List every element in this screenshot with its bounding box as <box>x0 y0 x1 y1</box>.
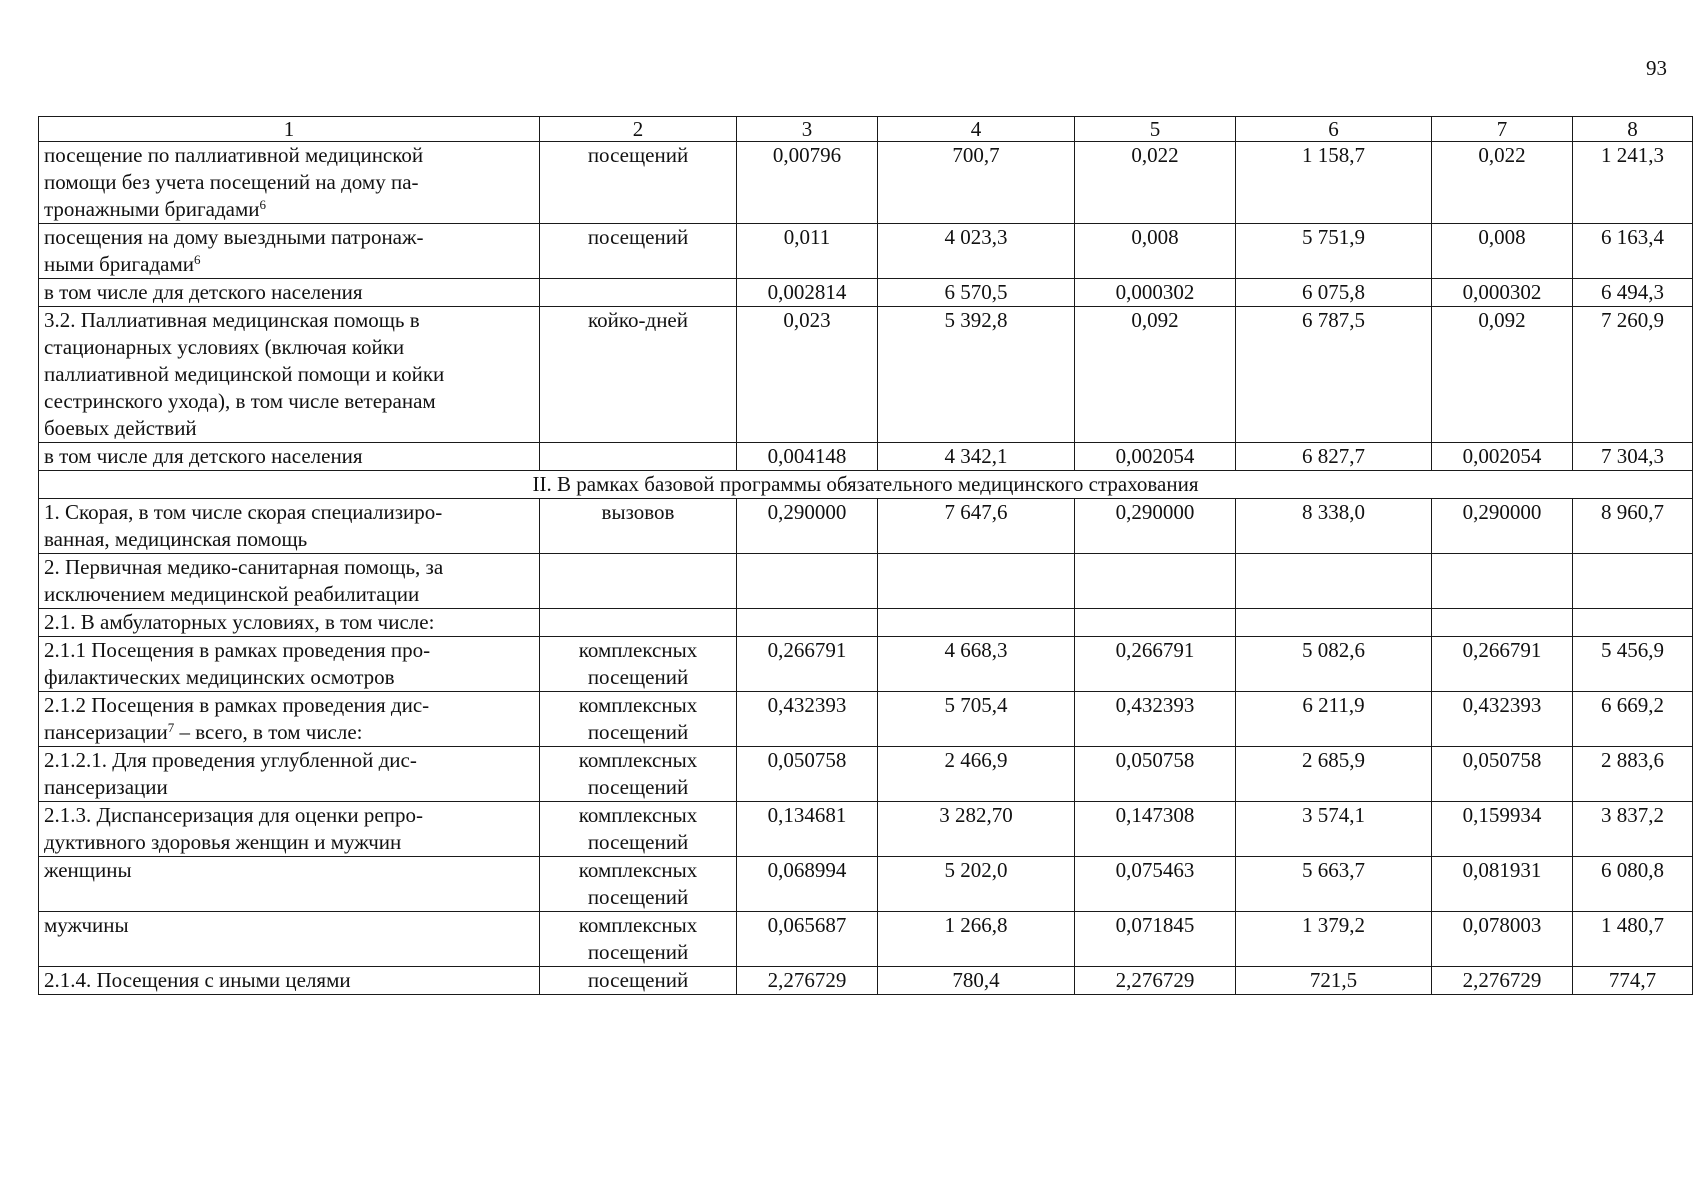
value-cell: 0,290000 <box>737 499 878 554</box>
value-cell <box>878 554 1075 609</box>
unit-cell: комплексных посещений <box>540 637 737 692</box>
table-header-row <box>39 117 1693 142</box>
value-cell: 2 685,9 <box>1236 747 1432 802</box>
row-name: 2.1.4. Посещения с иными целями <box>44 968 351 992</box>
unit-cell <box>540 609 737 637</box>
value-cell: 0,00796 <box>737 142 878 224</box>
row-name-cell <box>39 142 540 224</box>
value-cell <box>737 609 878 637</box>
footnote-marker: 6 <box>259 197 267 212</box>
value-cell: 0,071845 <box>1075 912 1236 967</box>
table-row <box>39 747 1693 802</box>
value-cell <box>1573 554 1693 609</box>
row-name-cell <box>39 499 540 554</box>
value-cell: 0,092 <box>1075 307 1236 443</box>
row-name: 1. Скорая, в том числе скорая специализиро- ванная, медицинская помощь <box>44 500 443 551</box>
row-name-cell <box>39 747 540 802</box>
header-cell: 8 <box>1573 117 1693 142</box>
value-cell: 0,022 <box>1432 142 1573 224</box>
value-cell: 5 663,7 <box>1236 857 1432 912</box>
header-cell: 6 <box>1236 117 1432 142</box>
value-cell: 4 668,3 <box>878 637 1075 692</box>
value-cell: 0,002814 <box>737 279 878 307</box>
table-row <box>39 307 1693 443</box>
table-row <box>39 443 1693 471</box>
value-cell: 2,276729 <box>737 967 878 995</box>
value-cell: 0,068994 <box>737 857 878 912</box>
row-name: в том числе для детского населения <box>44 280 363 304</box>
row-name-tail: – всего, в том числе: <box>174 720 363 744</box>
row-name-cell <box>39 443 540 471</box>
row-name: женщины <box>44 858 132 882</box>
value-cell: 0,023 <box>737 307 878 443</box>
value-cell: 5 392,8 <box>878 307 1075 443</box>
unit-cell: койко-дней <box>540 307 737 443</box>
table-row <box>39 637 1693 692</box>
value-cell: 5 082,6 <box>1236 637 1432 692</box>
value-cell: 2 466,9 <box>878 747 1075 802</box>
value-cell: 5 705,4 <box>878 692 1075 747</box>
row-name: 2.1.2.1. Для проведения углубленной дис- пансеризации <box>44 748 417 799</box>
row-name: 2. Первичная медико-санитарная помощь, за исключением медицинской реабилитации <box>44 555 444 606</box>
row-name-cell <box>39 967 540 995</box>
row-name-cell <box>39 857 540 912</box>
value-cell: 0,266791 <box>1432 637 1573 692</box>
value-cell: 0,022 <box>1075 142 1236 224</box>
section-title: II. В рамках базовой программы обязательного медицинского страхования <box>39 471 1693 499</box>
row-name: 2.1.2 Посещения в рамках проведения дис- пансеризации <box>44 693 430 744</box>
unit-cell <box>540 443 737 471</box>
table-row <box>39 499 1693 554</box>
unit-cell: посещений <box>540 967 737 995</box>
row-name: 2.1. В амбулаторных условиях, в том числе: <box>44 610 435 634</box>
header-cell: 1 <box>39 117 540 142</box>
value-cell: 0,432393 <box>737 692 878 747</box>
row-name: мужчины <box>44 913 129 937</box>
value-cell: 5 202,0 <box>878 857 1075 912</box>
value-cell: 2,276729 <box>1075 967 1236 995</box>
value-cell: 1 379,2 <box>1236 912 1432 967</box>
value-cell: 0,092 <box>1432 307 1573 443</box>
header-cell: 3 <box>737 117 878 142</box>
unit-cell: комплексных посещений <box>540 912 737 967</box>
value-cell <box>737 554 878 609</box>
header-cell: 7 <box>1432 117 1573 142</box>
header-cell: 2 <box>540 117 737 142</box>
value-cell: 0,159934 <box>1432 802 1573 857</box>
value-cell: 6 494,3 <box>1573 279 1693 307</box>
value-cell <box>1236 609 1432 637</box>
row-name-cell <box>39 692 540 747</box>
value-cell: 3 574,1 <box>1236 802 1432 857</box>
value-cell: 0,081931 <box>1432 857 1573 912</box>
table-row <box>39 142 1693 224</box>
value-cell: 0,134681 <box>737 802 878 857</box>
value-cell: 0,290000 <box>1432 499 1573 554</box>
value-cell <box>1075 554 1236 609</box>
value-cell: 6 075,8 <box>1236 279 1432 307</box>
table-row <box>39 554 1693 609</box>
unit-cell: комплексных посещений <box>540 692 737 747</box>
value-cell: 0,008 <box>1432 224 1573 279</box>
value-cell: 0,002054 <box>1432 443 1573 471</box>
table-row <box>39 692 1693 747</box>
table-row <box>39 802 1693 857</box>
table-row <box>39 967 1693 995</box>
row-name-cell <box>39 307 540 443</box>
value-cell: 0,290000 <box>1075 499 1236 554</box>
value-cell: 6 570,5 <box>878 279 1075 307</box>
value-cell: 2 883,6 <box>1573 747 1693 802</box>
row-name: посещения на дому выездными патронаж- ными бригадами <box>44 225 424 276</box>
row-name: 2.1.1 Посещения в рамках проведения про- филактических медицинских осмотров <box>44 638 431 689</box>
value-cell: 1 241,3 <box>1573 142 1693 224</box>
value-cell: 0,050758 <box>1432 747 1573 802</box>
header-cell: 4 <box>878 117 1075 142</box>
value-cell: 0,050758 <box>1075 747 1236 802</box>
section-row <box>39 471 1693 499</box>
value-cell: 6 211,9 <box>1236 692 1432 747</box>
value-cell: 0,147308 <box>1075 802 1236 857</box>
unit-cell: комплексных посещений <box>540 802 737 857</box>
footnote-marker: 7 <box>167 720 175 735</box>
row-name-cell <box>39 609 540 637</box>
table-row <box>39 857 1693 912</box>
value-cell: 0,050758 <box>737 747 878 802</box>
value-cell <box>1432 554 1573 609</box>
value-cell: 721,5 <box>1236 967 1432 995</box>
value-cell: 0,266791 <box>737 637 878 692</box>
value-cell: 5 456,9 <box>1573 637 1693 692</box>
value-cell: 774,7 <box>1573 967 1693 995</box>
value-cell: 1 266,8 <box>878 912 1075 967</box>
value-cell: 0,000302 <box>1432 279 1573 307</box>
value-cell: 6 080,8 <box>1573 857 1693 912</box>
row-name-cell <box>39 802 540 857</box>
row-name-cell <box>39 912 540 967</box>
value-cell: 4 342,1 <box>878 443 1075 471</box>
table-row <box>39 609 1693 637</box>
table-row <box>39 224 1693 279</box>
value-cell <box>878 609 1075 637</box>
value-cell: 5 751,9 <box>1236 224 1432 279</box>
unit-cell: комплексных посещений <box>540 747 737 802</box>
unit-cell: посещений <box>540 142 737 224</box>
value-cell: 0,065687 <box>737 912 878 967</box>
value-cell: 0,432393 <box>1432 692 1573 747</box>
row-name-cell <box>39 637 540 692</box>
row-name-cell <box>39 554 540 609</box>
value-cell: 7 647,6 <box>878 499 1075 554</box>
value-cell: 3 282,70 <box>878 802 1075 857</box>
value-cell: 2,276729 <box>1432 967 1573 995</box>
value-cell: 4 023,3 <box>878 224 1075 279</box>
value-cell: 0,002054 <box>1075 443 1236 471</box>
row-name: в том числе для детского населения <box>44 444 363 468</box>
value-cell: 6 827,7 <box>1236 443 1432 471</box>
value-cell: 6 787,5 <box>1236 307 1432 443</box>
value-cell <box>1432 609 1573 637</box>
value-cell: 7 304,3 <box>1573 443 1693 471</box>
value-cell: 1 480,7 <box>1573 912 1693 967</box>
header-cell: 5 <box>1075 117 1236 142</box>
value-cell: 8 960,7 <box>1573 499 1693 554</box>
value-cell: 0,075463 <box>1075 857 1236 912</box>
value-cell: 8 338,0 <box>1236 499 1432 554</box>
page-number: 93 <box>1646 56 1667 80</box>
row-name: 3.2. Паллиативная медицинская помощь в стационарных условиях (включая койки паллиативной медицинской помощи и койки сестринского ухода), в том числе ветеранам боевых действий <box>44 308 445 440</box>
row-name-cell <box>39 279 540 307</box>
unit-cell <box>540 554 737 609</box>
value-cell: 0,432393 <box>1075 692 1236 747</box>
value-cell <box>1236 554 1432 609</box>
unit-cell: комплексных посещений <box>540 857 737 912</box>
value-cell: 0,004148 <box>737 443 878 471</box>
table-row <box>39 279 1693 307</box>
value-cell: 0,008 <box>1075 224 1236 279</box>
value-cell: 700,7 <box>878 142 1075 224</box>
value-cell: 1 158,7 <box>1236 142 1432 224</box>
value-cell: 0,011 <box>737 224 878 279</box>
footnote-marker: 6 <box>194 252 201 267</box>
row-name: 2.1.3. Диспансеризация для оценки репро- дуктивного здоровья женщин и мужчин <box>44 803 423 854</box>
table-body <box>39 117 1693 995</box>
value-cell: 3 837,2 <box>1573 802 1693 857</box>
unit-cell <box>540 279 737 307</box>
value-cell: 780,4 <box>878 967 1075 995</box>
row-name: посещение по паллиативной медицинской помощи без учета посещений на дому па- тронажными бригадами <box>44 143 424 221</box>
value-cell: 6 669,2 <box>1573 692 1693 747</box>
value-cell: 6 163,4 <box>1573 224 1693 279</box>
row-name-cell <box>39 224 540 279</box>
tariff-table <box>38 116 1693 995</box>
unit-cell: вызовов <box>540 499 737 554</box>
value-cell <box>1573 609 1693 637</box>
value-cell <box>1075 609 1236 637</box>
table-row <box>39 912 1693 967</box>
value-cell: 0,266791 <box>1075 637 1236 692</box>
value-cell: 0,078003 <box>1432 912 1573 967</box>
value-cell: 7 260,9 <box>1573 307 1693 443</box>
value-cell: 0,000302 <box>1075 279 1236 307</box>
unit-cell: посещений <box>540 224 737 279</box>
